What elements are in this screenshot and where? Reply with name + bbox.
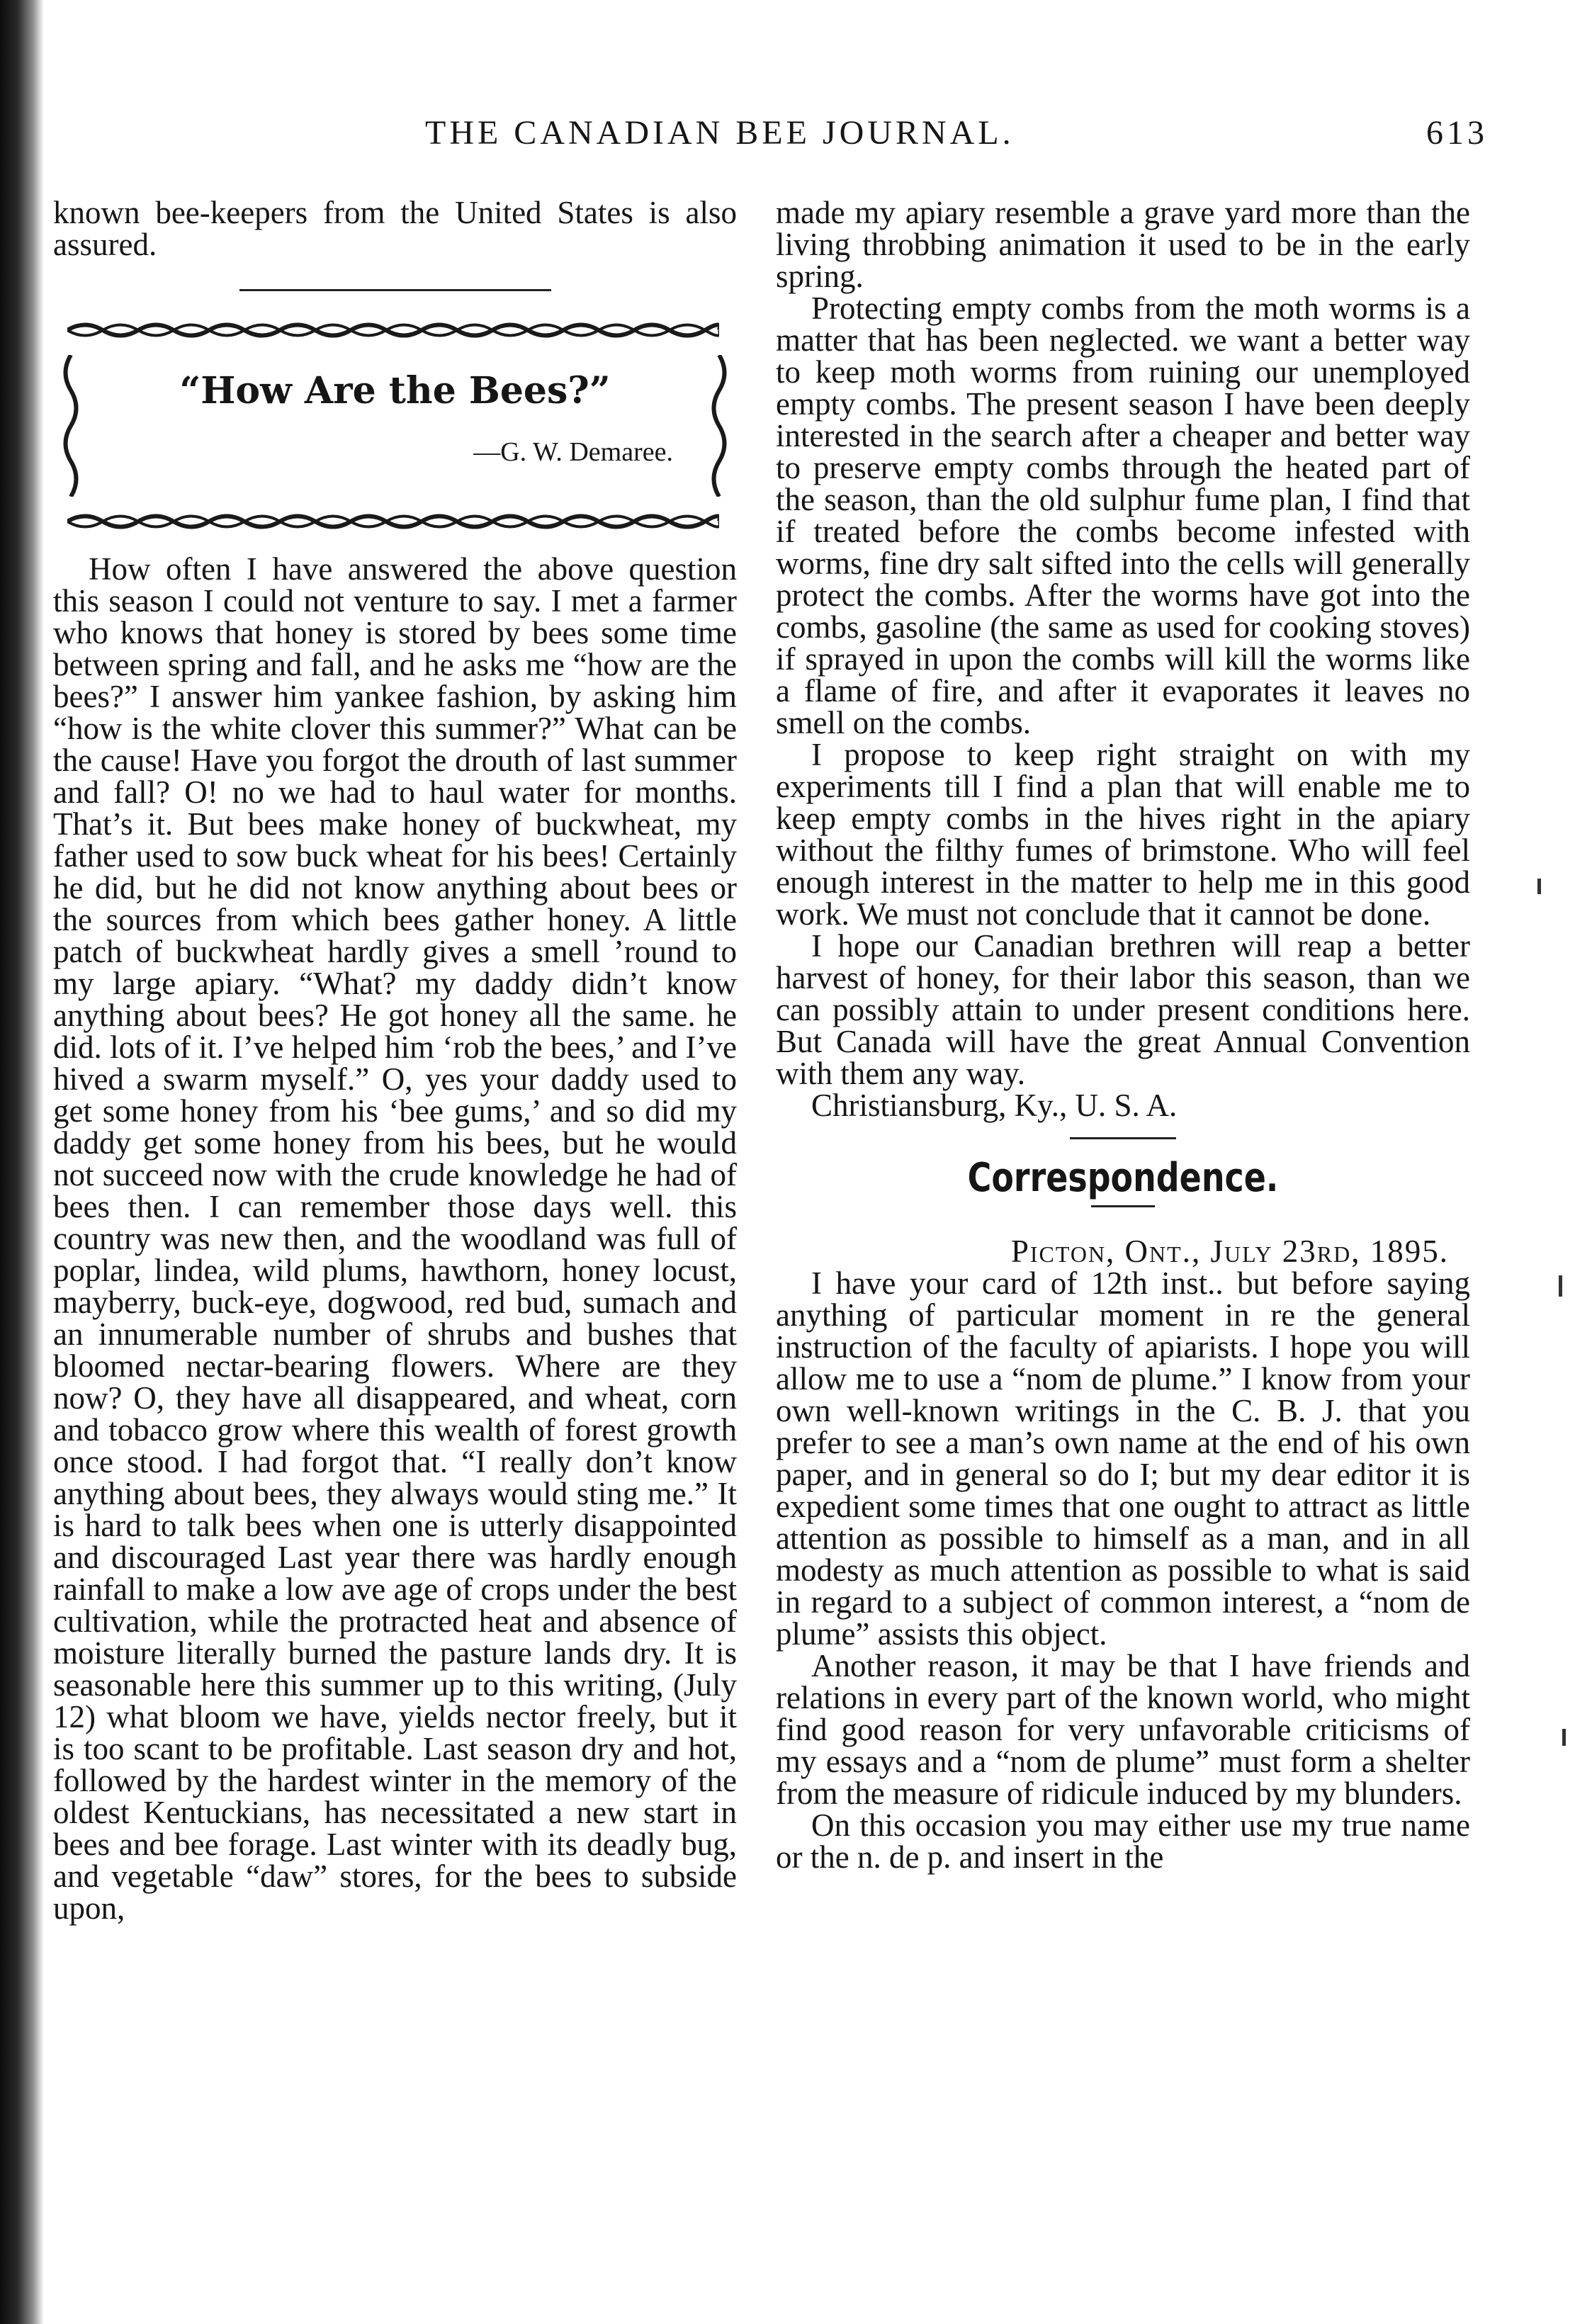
page-number: 613	[1426, 114, 1488, 152]
article-title: “How Are the Bees?”	[179, 369, 611, 412]
heading-underline	[1091, 1205, 1155, 1207]
letter-paragraph-3: On this occasion you may either use my true name or the n. de p. and insert in the	[776, 1807, 1470, 1875]
intro-paragraph: known bee-keepers from the United States is also assured.	[53, 195, 737, 262]
ornament-border-top	[67, 320, 719, 341]
section-divider-small	[1070, 1137, 1176, 1139]
author-location: Christiansburg, Ky., U. S. A.	[811, 1088, 1178, 1123]
section-heading-correspondence: Correspondence.	[967, 1155, 1279, 1201]
continuation-paragraph-3: I propose to keep right straight on with my experiments till I find a plan that will enable me to keep empty combs in the hives right in the apiary without the filthy fumes of brimstone. Who will feel enough interest in the matter to help me in this good work. We must not conclude that it cannot be done.	[776, 737, 1470, 932]
left-column	[53, 197, 737, 1924]
book-binding-edge	[0, 0, 44, 2324]
letter-dateline: Picton, Ont., July 23rd, 1895.	[1010, 1234, 1449, 1269]
running-header	[425, 113, 1488, 163]
margin-tick	[1537, 879, 1541, 894]
margin-tick	[1559, 1275, 1562, 1297]
continuation-paragraph-2: Protecting empty combs from the moth worms is a matter that has been neglected. we want a better way to keep moth worms from ruining our unemployed empty combs. The present season I have been deeply interested in the search after a cheaper and better way to preserve empty combs through the heated part of the season, than the old sulphur fume plan, I find that if treated before the combs become infested with worms, fine dry salt sifted into the cells will generally protect the combs. After the worms have got into the combs, gasoline (the same as used for cooking stoves) if sprayed in upon the combs will kill the worms like a flame of fire, and after it evaporates it leaves no smell on the combs.	[776, 290, 1470, 740]
ornament-border-bottom	[67, 511, 719, 532]
article-author: —G. W. Demaree.	[473, 437, 673, 467]
continuation-paragraph-4: I hope our Canadian brethren will reap a better harvest of honey, for their labor this season, than we can possibly attain to under present conditions here. But Canada will have the great Annual Convention with them any way.	[776, 928, 1470, 1091]
article-title-ornament-box	[53, 320, 737, 532]
section-divider	[239, 289, 551, 291]
letter-paragraph-1: I have your card of 12th inst.. but before saying anything of particular moment in re the general instruction of the faculty of apiarists. I hope you will allow me to use a “nom de plume.” I know from your own well-known writings in the C. B. J. that you prefer to see a man’s own name at the end of his own paper, and in general so do I; but my dear editor it is expedient some times that one ought to attract as little attention as possible to himself as a man, and in all modesty as much attention as possible to what is said in regard to a subject of common interest, a “nom de plume” assists this object.	[776, 1265, 1470, 1652]
article-body: How often I have answered the above question this season I could not venture to say. I met a farmer who knows that honey is stored by bees some time between spring and fall, and he asks me “how are the bees?” I answer him yankee fashion, by asking him “how is the white clover this summer?” What can be the cause! Have you forgot the drouth of last summer and fall? O! no we had to haul water for months. That’s it. But bees make honey of buckwheat, my father used to sow buck wheat for his bees! Certainly he did, but he did not know anything about bees or the sources from which bees gather honey. A little patch of buckwheat hardly gives a smell ’round to my large apiary. “What? my daddy didn’t know anything about bees? He got honey all the same. he did. lots of it. I’ve helped him ‘rob the bees,’ and I’ve hived a swarm myself.” O, yes your daddy used to get some honey from his ‘bee gums,’ and so did my daddy get some honey from his bees, but he would not succeed now with the crude knowledge he had of bees then. I can remember those days well. this country was new then, and the woodland was full of poplar, lindea, wild plums, hawthorn, honey locust, mayberry, buck-eye, dogwood, red bud, sumach and an innumerable number of shrubs and bushes that bloomed nectar-bearing flowers. Where are they now? O, they have all disappeared, and wheat, corn and tobacco grow where this wealth of forest growth once stood. I had forgot that. “I really don’t know anything about bees, they always would sting me.” It is hard to talk bees when one is utterly disappointed and discouraged Last year there was hardly enough rainfall to make a low ave age of crops under the best cultivation, while the protracted heat and absence of moisture literally burned the pasture lands dry. It is seasonable here this summer up to this writing, (July 12) what bloom we have, yields nector freely, but it is too scant to be profitable. Last season dry and hot, followed by the hardest winter in the memory of the oldest Kentuckians, has necessitated a new start in bees and bee forage. Last winter with its deadly bug, and vegetable “daw” stores, for the bees to subside upon,	[53, 551, 737, 1926]
journal-title: THE CANADIAN BEE JOURNAL.	[425, 114, 1015, 152]
right-column	[776, 197, 1470, 1873]
continuation-paragraph-1: made my apiary resemble a grave yard more than the living throbbing animation it used to be in the early spring.	[776, 195, 1470, 294]
letter-paragraph-2: Another reason, it may be that I have friends and relations in every part of the known world, who might find good reason for very unfavorable criticisms of my essays and a “nom de plume” must form a shelter from the measure of ridicule induced by my blunders.	[776, 1648, 1470, 1811]
margin-tick	[1562, 1729, 1566, 1746]
